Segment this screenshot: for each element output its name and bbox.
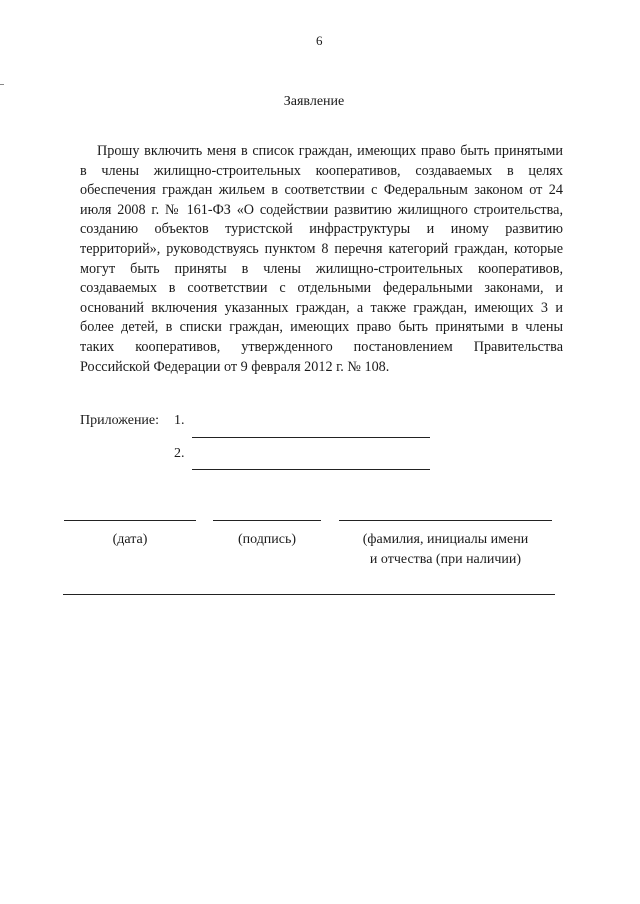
page-number: 6 bbox=[316, 33, 323, 48]
signature-line[interactable] bbox=[213, 520, 321, 521]
document-title: Заявление bbox=[283, 94, 345, 109]
attachment-line-2[interactable] bbox=[192, 469, 430, 470]
date-caption: (дата) bbox=[112, 532, 148, 547]
full-name-caption-line-1: (фамилия, инициалы имени bbox=[362, 532, 529, 547]
attachment-number-1: 1. bbox=[174, 413, 185, 428]
closing-rule bbox=[63, 594, 555, 595]
scan-edge-mark bbox=[0, 84, 4, 85]
signature-caption: (подпись) bbox=[237, 532, 297, 547]
date-line[interactable] bbox=[64, 520, 196, 521]
full-name-line[interactable] bbox=[339, 520, 552, 521]
attachment-line-1[interactable] bbox=[192, 437, 430, 438]
application-body-text: Прошу включить меня в список граждан, имеющих право быть принятыми в члены жилищно-строительных кооперативов, создаваемых в целях обеспечения граждан жильем в соответствии с Федеральным законом от 24 июля 2008 г. № 161-ФЗ «О содействии развитию жилищного строительства, созданию объектов туристской инфраструктуры и иному развитию территорий», руководствуясь пунктом 8 перечня категорий граждан, которые могут быть приняты в члены жилищно-строительных кооперативов, создаваемых в соответствии с отдельными федеральными законами, и оснований включения указанных граждан, а также граждан, имеющих 3 и более детей, в списки граждан, имеющих право быть принятыми в члены таких кооперативов, утвержденного постановлением Правительства Российской Федерации от 9 февраля 2012 г. № 108. bbox=[80, 143, 563, 375]
full-name-caption-line-2: и отчества (при наличии) bbox=[369, 552, 522, 567]
attachments-label: Приложение: bbox=[80, 413, 160, 428]
attachment-number-2: 2. bbox=[174, 446, 185, 461]
